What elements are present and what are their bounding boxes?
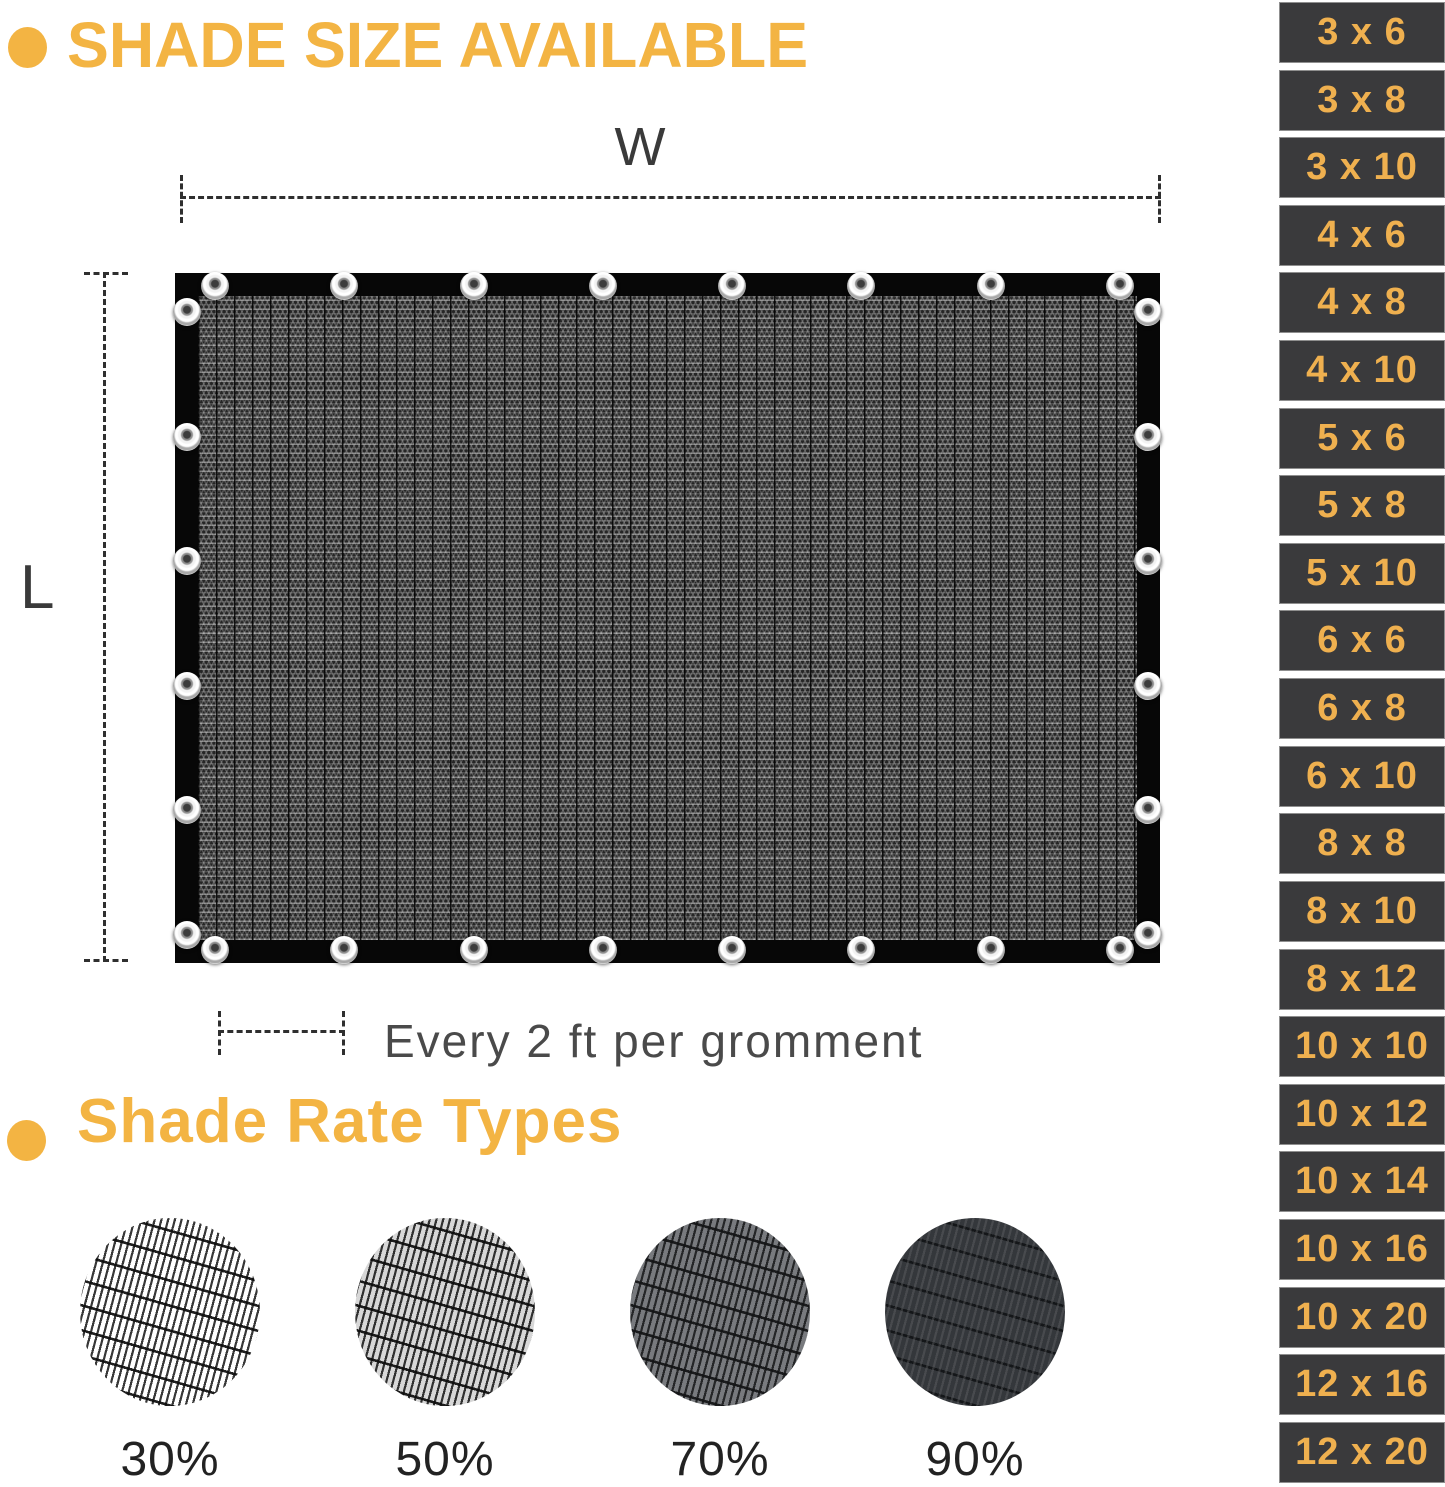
shade-rate-label: 90%	[925, 1433, 1025, 1486]
page-title: SHADE SIZE AVAILABLE	[67, 9, 809, 81]
grommet-icon	[201, 272, 229, 300]
shade-rate-swatch-50	[355, 1218, 535, 1406]
shade-net	[175, 273, 1160, 963]
grommet-icon	[1106, 272, 1134, 300]
grommet-spacing-bracket	[218, 1030, 345, 1033]
bullet-dot-icon	[7, 1120, 46, 1161]
grommet-icon	[1134, 921, 1162, 949]
size-list	[1279, 2, 1445, 1483]
shade-rate-label: 70%	[670, 1433, 770, 1486]
size-option: 4 x 8	[1279, 272, 1445, 333]
grommet-icon	[977, 936, 1005, 964]
length-dimension-label: L	[20, 553, 55, 622]
grommet-icon	[173, 796, 201, 824]
size-option: 3 x 6	[1279, 2, 1445, 63]
length-dimension-line	[103, 272, 106, 962]
width-dimension-line	[180, 196, 1161, 199]
size-option: 10 x 20	[1279, 1287, 1445, 1348]
size-option: 6 x 10	[1279, 746, 1445, 807]
size-option: 6 x 6	[1279, 610, 1445, 671]
shade-rate-label: 50%	[395, 1433, 495, 1486]
size-option: 6 x 8	[1279, 678, 1445, 739]
width-dimension-label: W	[614, 117, 666, 177]
size-option: 10 x 12	[1279, 1084, 1445, 1145]
size-option: 5 x 8	[1279, 475, 1445, 536]
bullet-dot-icon	[8, 27, 47, 68]
grommet-icon	[1134, 423, 1162, 451]
size-option: 4 x 6	[1279, 205, 1445, 266]
size-option: 8 x 8	[1279, 813, 1445, 874]
grommet-icon	[847, 936, 875, 964]
grommet-icon	[173, 298, 201, 326]
size-option: 8 x 10	[1279, 881, 1445, 942]
size-option: 10 x 10	[1279, 1016, 1445, 1077]
shade-rate-swatch-70	[630, 1218, 810, 1406]
shade-rate-swatch-90	[885, 1218, 1065, 1406]
grommet-icon	[173, 672, 201, 700]
shade-net-mesh-texture	[198, 296, 1137, 940]
grommet-icon	[460, 272, 488, 300]
grommet-icon	[718, 936, 746, 964]
grommet-icon	[589, 272, 617, 300]
size-option: 3 x 10	[1279, 137, 1445, 198]
grommet-icon	[1134, 298, 1162, 326]
shade-rate-swatch-30	[80, 1218, 260, 1406]
grommet-icon	[330, 936, 358, 964]
grommet-icon	[173, 547, 201, 575]
size-option: 10 x 14	[1279, 1151, 1445, 1212]
grommet-icon	[1134, 547, 1162, 575]
grommet-icon	[1134, 672, 1162, 700]
size-option: 3 x 8	[1279, 70, 1445, 131]
grommet-icon	[589, 936, 617, 964]
size-option: 12 x 16	[1279, 1354, 1445, 1415]
grommet-icon	[718, 272, 746, 300]
size-option: 12 x 20	[1279, 1422, 1445, 1483]
grommet-icon	[1134, 796, 1162, 824]
shade-rate-label: 30%	[120, 1433, 220, 1486]
grommet-icon	[1106, 936, 1134, 964]
grommet-icon	[173, 921, 201, 949]
grommet-spacing-note: Every 2 ft per gromment	[384, 1015, 924, 1067]
shade-rate-section-title: Shade Rate Types	[77, 1087, 623, 1156]
grommet-icon	[977, 272, 1005, 300]
grommet-icon	[173, 423, 201, 451]
grommet-icon	[460, 936, 488, 964]
size-option: 5 x 10	[1279, 543, 1445, 604]
size-option: 4 x 10	[1279, 340, 1445, 401]
grommet-icon	[201, 936, 229, 964]
size-option: 10 x 16	[1279, 1219, 1445, 1280]
size-option: 8 x 12	[1279, 949, 1445, 1010]
size-option: 5 x 6	[1279, 408, 1445, 469]
